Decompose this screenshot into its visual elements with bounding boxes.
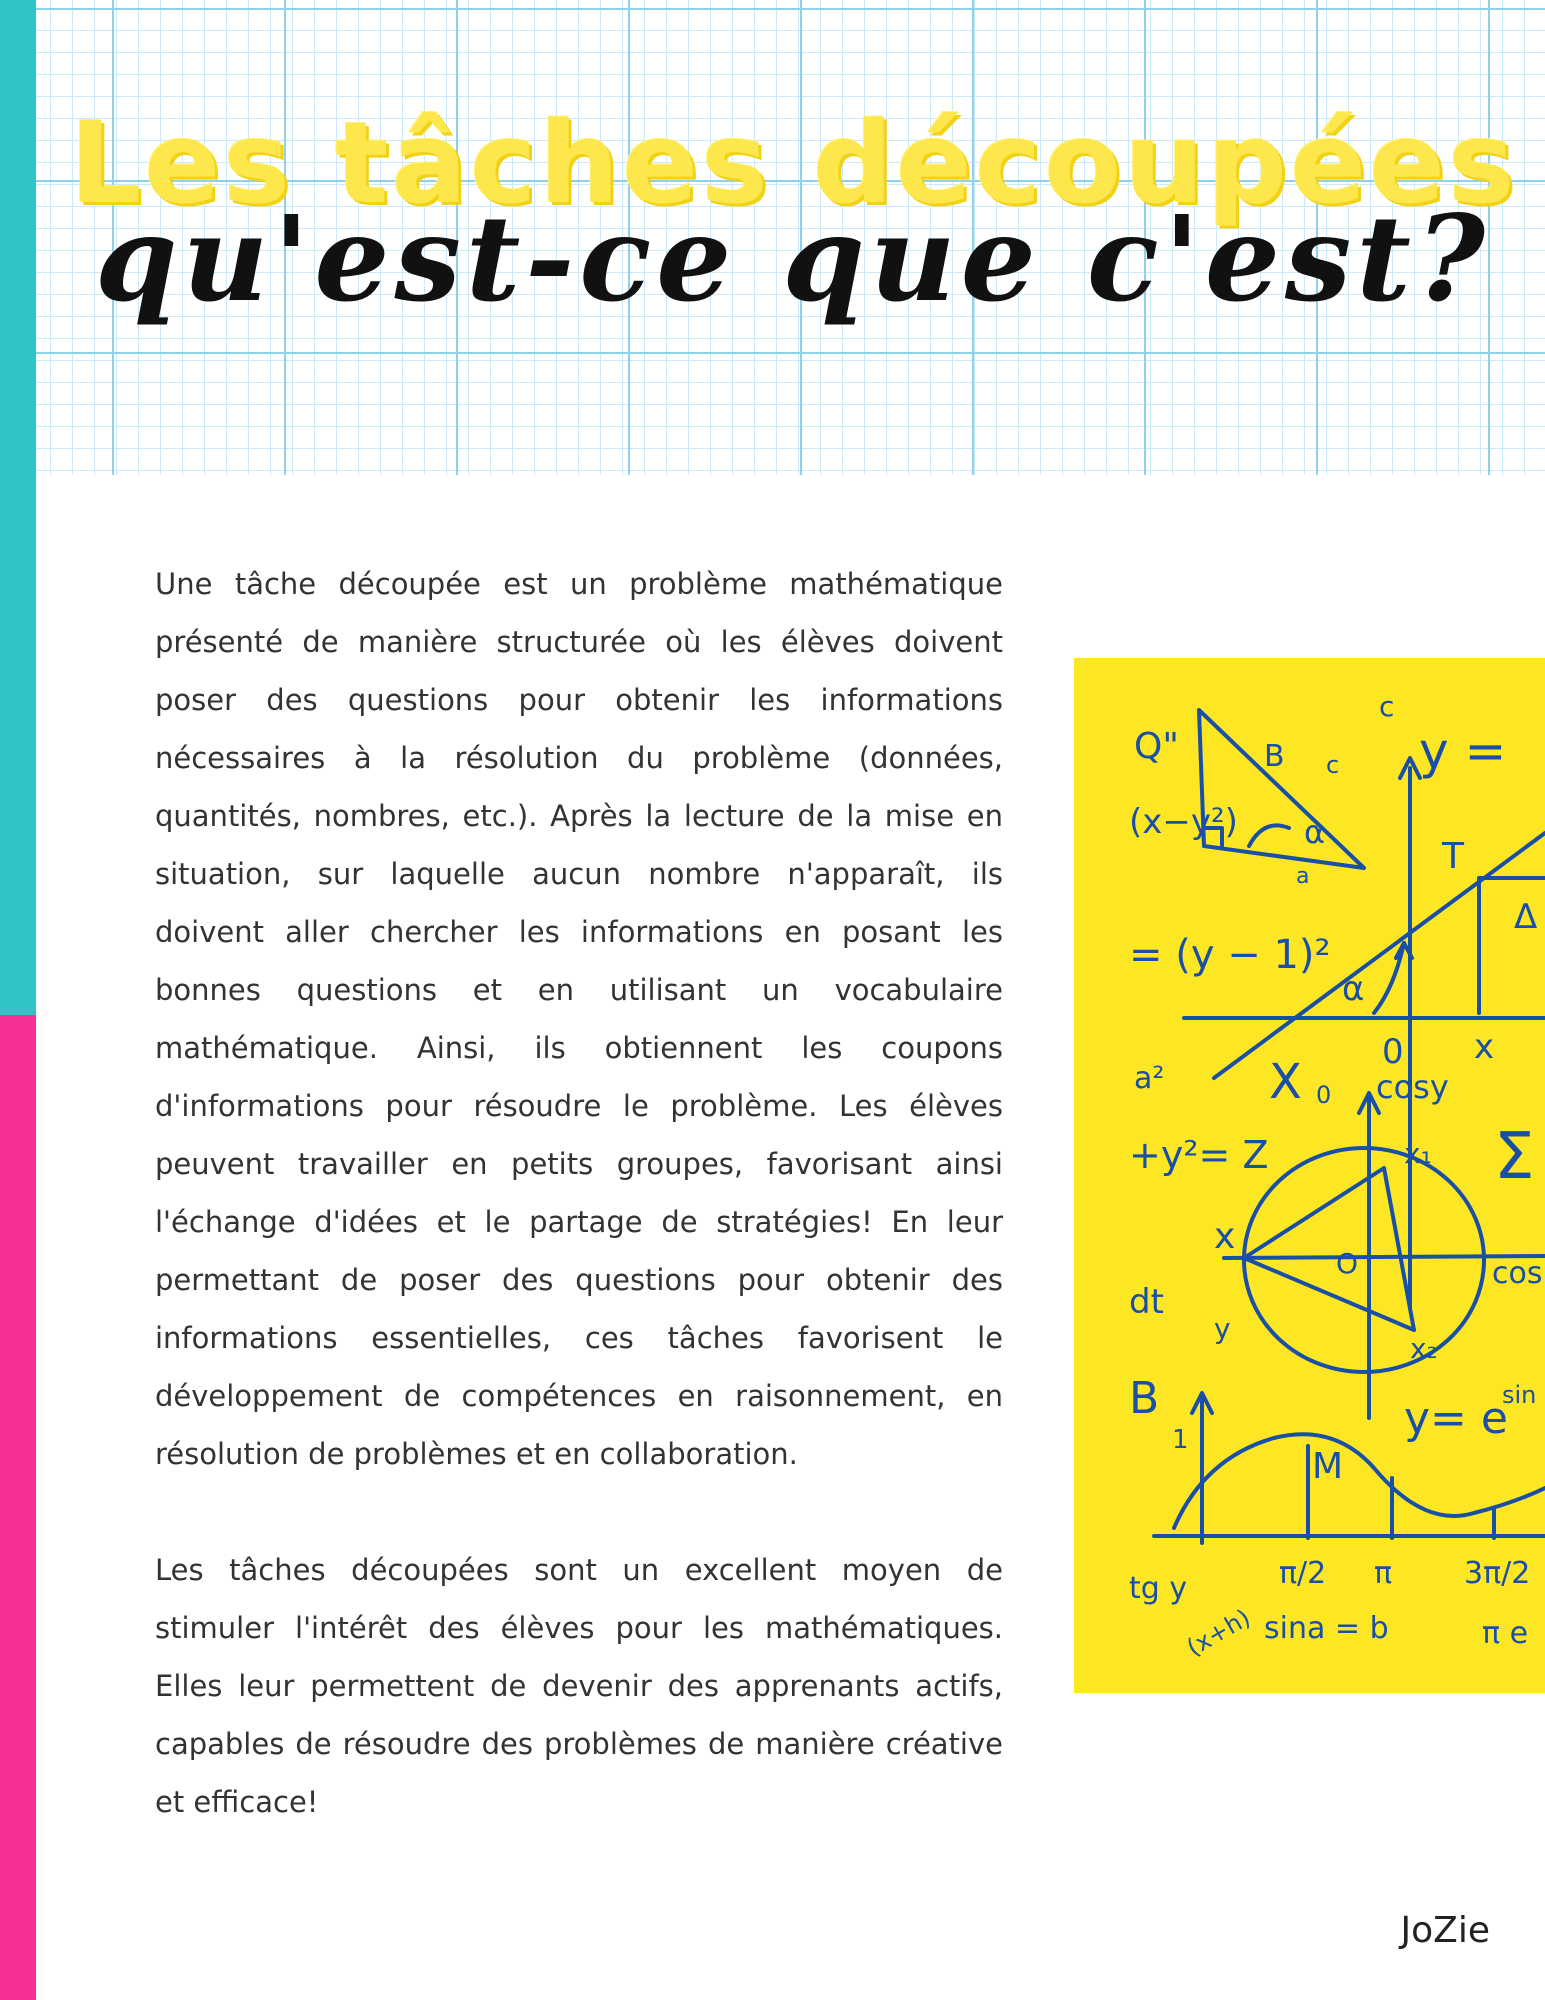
formula-delta: Δ [1514,897,1538,937]
formula-tgy: tg y [1129,1571,1188,1606]
formula-alpha-2: α [1342,969,1365,1009]
formula-o: O [1336,1247,1359,1280]
formula-pi: π [1374,1556,1393,1591]
formula-pi-e: π e [1482,1616,1529,1651]
body-paragraph-2: Les tâches découpées sont un excellent moyen de stimuler l'intérêt des élèves pour les mathématiques. Elles leur permettent de devenir des apprenants actifs, capables de résoudre des problèmes de manière créative et efficace! [155,1553,1003,1819]
article-body [155,555,1003,1889]
formula-c-side: c [1326,751,1340,779]
formula-x-minus-y: (x−y²) [1129,802,1238,842]
formula-x0: X [1269,1054,1302,1110]
formula-x0-sub: 0 [1316,1081,1332,1109]
math-formulas-illustration [1074,658,1545,1693]
formula-t: T [1442,836,1464,877]
math-formulas-drawing [1074,658,1545,1693]
formula-x-mark: x [1474,1027,1495,1067]
formula-y2z: +y²= Z [1129,1133,1269,1177]
formula-eq-y: = (y − 1)² [1129,932,1331,978]
formula-a2: a² [1134,1061,1165,1096]
formula-x-plus-h: (x+h) [1182,1603,1256,1662]
formula-x1: x₁ [1404,1137,1432,1170]
formula-cos-right: cos [1492,1256,1543,1291]
formula-sina: sina = b [1264,1611,1389,1646]
pink-side-stripe [0,1015,36,2000]
formula-sin-exp: sin [1502,1381,1537,1409]
body-paragraph-1: Une tâche découpée est un problème mathématique présenté de manière structurée où les élèves doivent poser des questions pour obtenir les informations nécessaires à la résolution du problème (données, quantités, nombres, etc.). Après la lecture de la mise en situation, sur laquelle aucun nombre n'apparaît, ils doivent aller chercher les informations en posant les bonnes questions et en utilisant un vocabulaire mathématique. Ainsi, ils obtiennent les coupons d'informations pour résoudre le problème. Les élèves peuvent travailler en petits groupes, favorisant ainsi l'échange d'idées et le partage de stratégies! En leur permettant de poser des questions pour obtenir des informations essentielles, ces tâches favorisent le développement de compétences en raisonnement, en résolution de problèmes et en collaboration. [155,567,1003,1471]
formula-zero: 0 [1382,1032,1404,1072]
formula-cosy: cosy [1376,1068,1449,1106]
formula-q: Q" [1134,726,1179,767]
formula-b: B [1264,739,1285,774]
page-subtitle: qu'est-ce que c'est? [94,189,1490,328]
formula-c-top: c [1379,690,1395,723]
formula-y-axis: y [1214,1312,1231,1345]
formula-b-upper: B [1129,1373,1160,1424]
page-title: Les tâches découpées [70,99,1518,229]
formula-one: 1 [1172,1425,1189,1455]
formula-y-eq: y = [1419,722,1507,780]
formula-y-exp: y= e [1404,1393,1508,1444]
formula-x-left: x [1214,1216,1236,1257]
author-signature: JoZie [1400,1910,1490,1951]
formula-a: a [1296,864,1310,889]
formula-three-pi-half: 3π/2 [1464,1556,1531,1591]
formula-sigma: Σ [1494,1120,1535,1194]
formula-dt: dt [1129,1282,1164,1322]
formula-alpha-1: α [1304,813,1326,851]
teal-side-stripe [0,0,36,1015]
formula-pi-half: π/2 [1279,1556,1327,1591]
formula-x2: x₂ [1410,1332,1438,1365]
formula-m: M [1312,1446,1344,1487]
